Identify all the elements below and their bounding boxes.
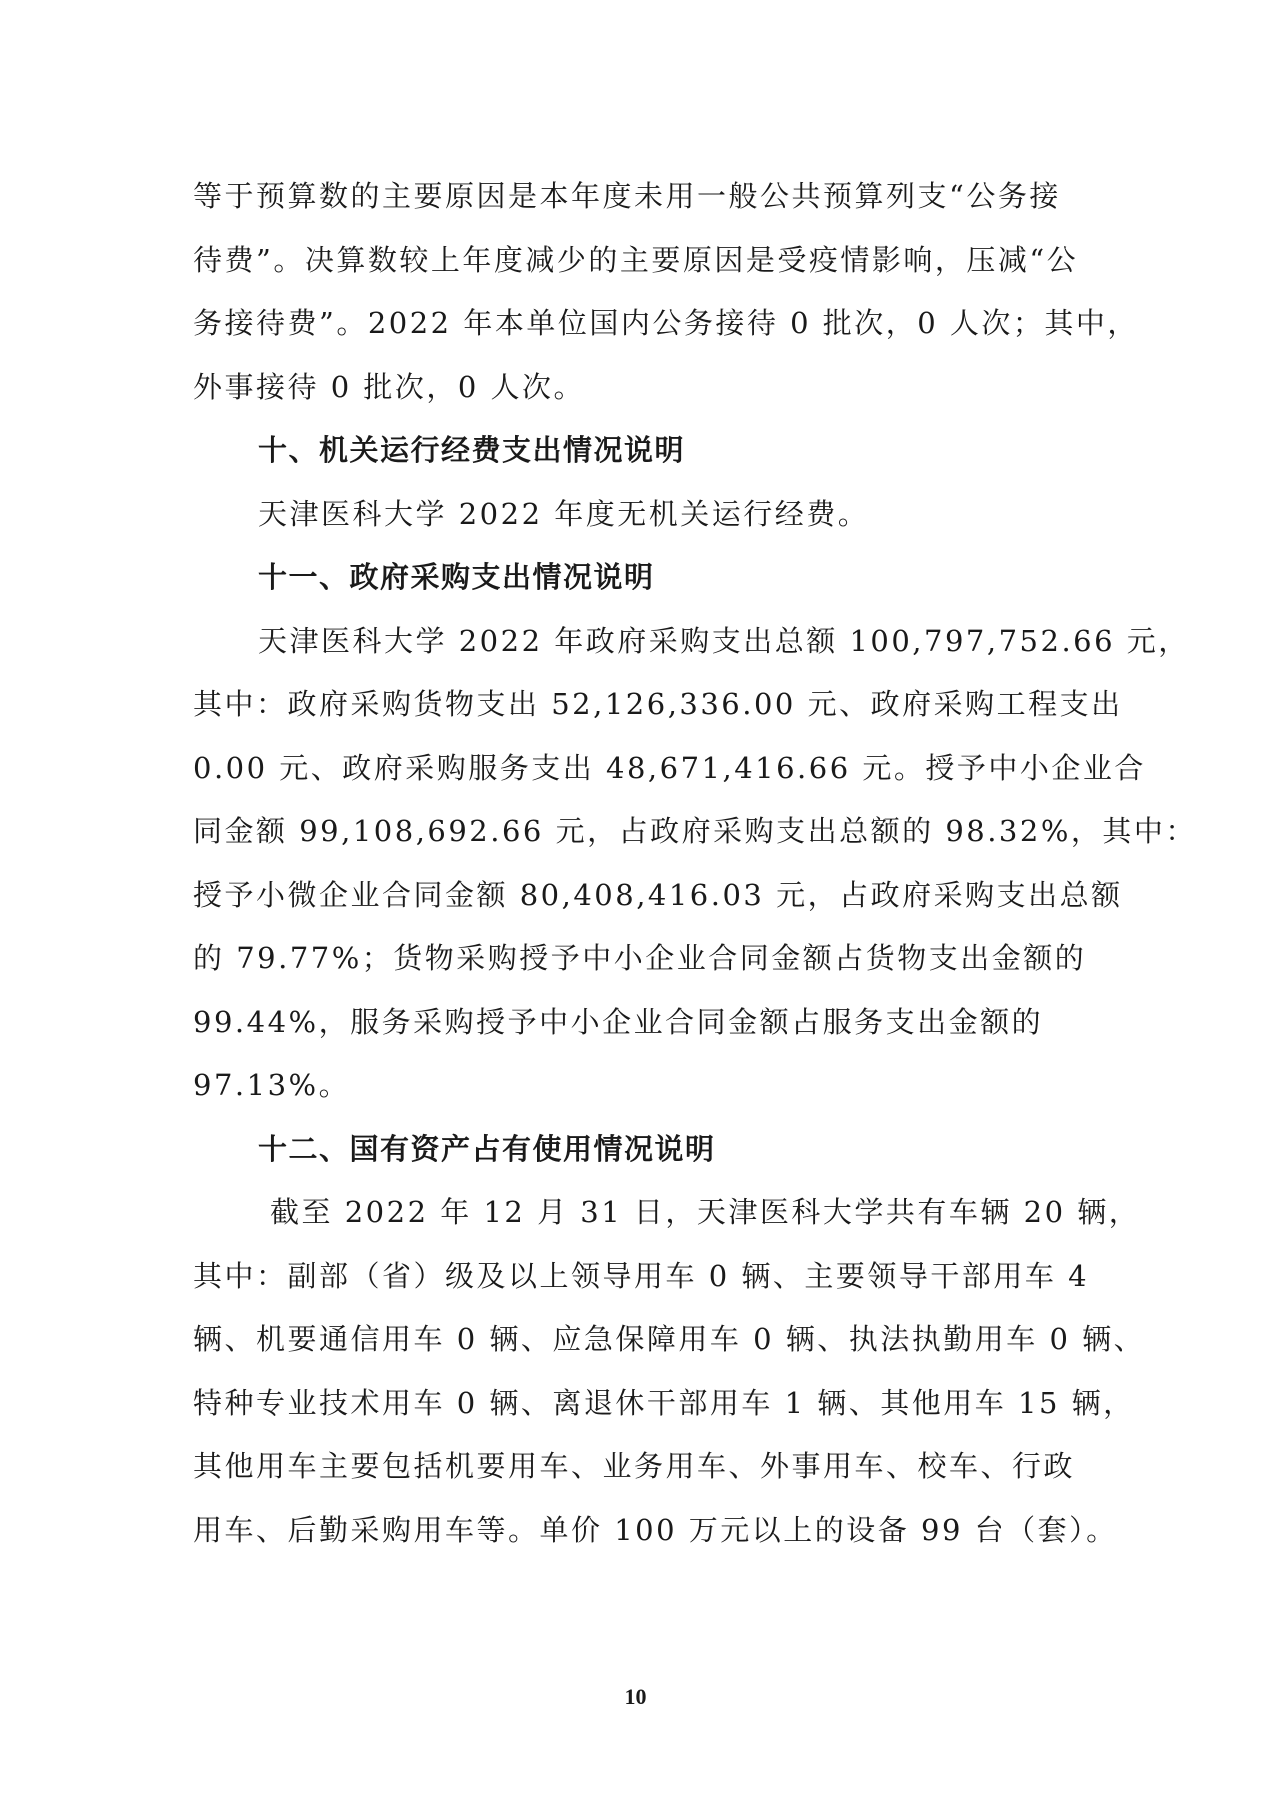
section-heading-10: 十、机关运行经费支出情况说明 (258, 433, 686, 467)
text-line: 截至 2022 年 12 月 31 日，天津医科大学共有车辆 20 辆， (270, 1195, 1141, 1229)
text-line: 用车、后勤采购用车等。单价 100 万元以上的设备 99 台（套）。 (193, 1513, 1118, 1547)
text-line: 外事接待 0 批次，0 人次。 (193, 370, 586, 404)
text-line: 0.00 元、政府采购服务支出 48,671,416.66 元。授予中小企业合 (193, 751, 1146, 785)
text-line: 其中：副部（省）级及以上领导用车 0 辆、主要领导干部用车 4 (193, 1259, 1090, 1293)
text-line: 97.13%。 (193, 1068, 351, 1102)
text-line: 待费”。决算数较上年度减少的主要原因是受疫情影响，压减“公 (193, 243, 1079, 277)
text-line: 其他用车主要包括机要用车、业务用车、外事用车、校车、行政 (193, 1449, 1076, 1483)
text-line: 同金额 99,108,692.66 元，占政府采购支出总额的 98.32%，其中： (193, 814, 1197, 848)
text-line: 等于预算数的主要原因是本年度未用一般公共预算列支“公务接 (193, 179, 1061, 213)
text-line: 特种专业技术用车 0 辆、离退休干部用车 1 辆、其他用车 15 辆， (193, 1386, 1135, 1420)
page-number: 10 (624, 1684, 647, 1709)
section-heading-11: 十一、政府采购支出情况说明 (258, 560, 655, 594)
text-line: 其中：政府采购货物支出 52,126,336.00 元、政府采购工程支出 (193, 687, 1123, 721)
text-line: 授予小微企业合同金额 80,408,416.03 元，占政府采购支出总额 (193, 878, 1123, 912)
text-line: 的 79.77%；货物采购授予中小企业合同金额占货物支出金额的 (193, 941, 1087, 975)
text-line: 99.44%，服务采购授予中小企业合同金额占服务支出金额的 (193, 1005, 1044, 1039)
text-line: 辆、机要通信用车 0 辆、应急保障用车 0 辆、执法执勤用车 0 辆、 (193, 1322, 1146, 1356)
text-line: 务接待费”。2022 年本单位国内公务接待 0 批次，0 人次；其中， (193, 306, 1139, 340)
section-heading-12: 十二、国有资产占有使用情况说明 (258, 1132, 716, 1166)
text-line: 天津医科大学 2022 年度无机关运行经费。 (258, 497, 870, 531)
text-line: 天津医科大学 2022 年政府采购支出总额 100,797,752.66 元， (258, 624, 1190, 658)
